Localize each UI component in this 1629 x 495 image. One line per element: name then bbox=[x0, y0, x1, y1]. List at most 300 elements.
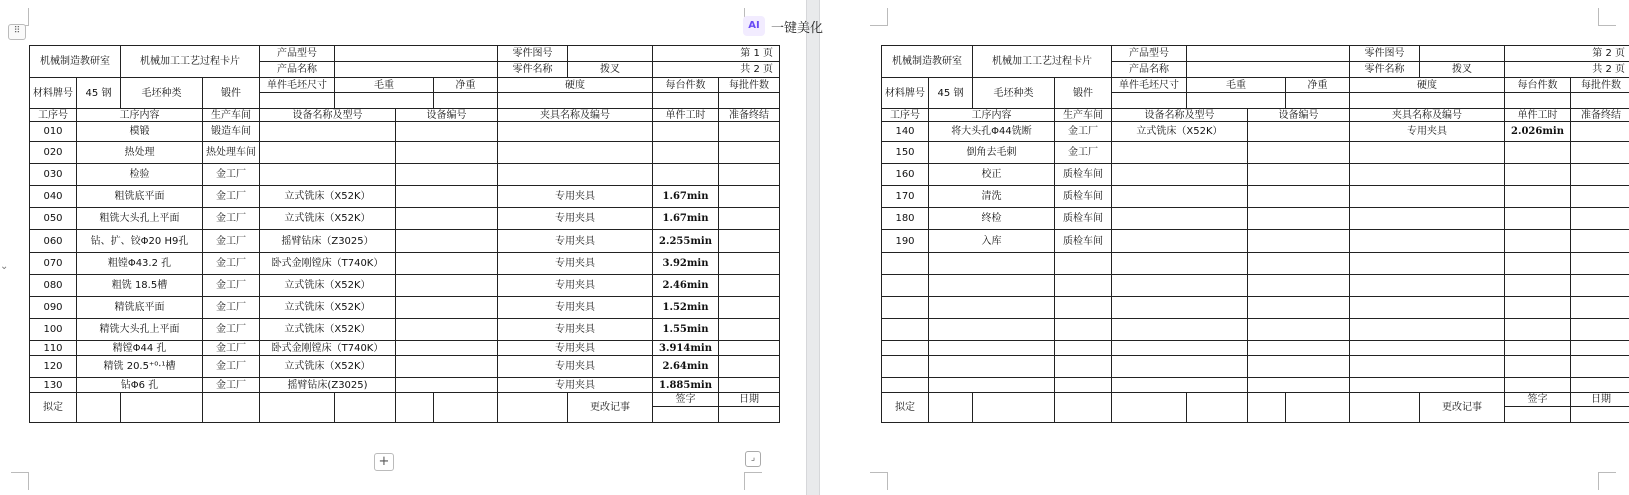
workshop-header[interactable]: 生产车间 bbox=[203, 109, 260, 122]
hardness-value[interactable] bbox=[498, 93, 653, 109]
prep-time-cell[interactable] bbox=[719, 164, 780, 186]
unit-time-cell[interactable] bbox=[1505, 275, 1571, 297]
workshop-cell[interactable]: 金工厂 bbox=[203, 341, 260, 356]
op-content-cell[interactable]: 钻、扩、铰Φ20 H9孔 bbox=[77, 230, 203, 253]
blank-size-label[interactable]: 单件毛坯尺寸 bbox=[1112, 78, 1187, 93]
fixture-cell[interactable]: 专用夹具 bbox=[498, 297, 653, 319]
signature-blank-cell[interactable] bbox=[77, 393, 121, 423]
per-batch-value[interactable] bbox=[1571, 93, 1629, 109]
gross-weight-label[interactable]: 毛重 bbox=[335, 78, 434, 93]
op-content-cell[interactable]: 检验 bbox=[77, 164, 203, 186]
fixture-cell[interactable] bbox=[498, 142, 653, 164]
unit-time-cell[interactable]: 1.55min bbox=[653, 319, 719, 341]
equipment-no-cell[interactable] bbox=[1248, 253, 1350, 275]
workshop-cell[interactable]: 金工厂 bbox=[1055, 122, 1112, 142]
equipment-no-cell[interactable] bbox=[396, 297, 498, 319]
equipment-cell[interactable] bbox=[1112, 253, 1248, 275]
op-content-cell[interactable]: 精铣底平面 bbox=[77, 297, 203, 319]
signature-blank-cell[interactable] bbox=[1350, 393, 1420, 423]
op-no-cell[interactable] bbox=[882, 275, 929, 297]
fixture-cell[interactable] bbox=[1350, 230, 1505, 253]
signature-label[interactable]: 签字 bbox=[1505, 393, 1571, 407]
drafted-label[interactable]: 拟定 bbox=[882, 393, 929, 423]
product-name-value[interactable] bbox=[335, 62, 498, 78]
fixture-cell[interactable]: 专用夹具 bbox=[498, 378, 653, 393]
equipment-cell[interactable] bbox=[260, 164, 396, 186]
prep-time-cell[interactable] bbox=[719, 319, 780, 341]
unit-time-header[interactable]: 单件工时 bbox=[1505, 109, 1571, 122]
blank-size-value[interactable] bbox=[260, 93, 335, 109]
op-no-cell[interactable] bbox=[882, 297, 929, 319]
signature-blank-cell[interactable] bbox=[1286, 393, 1350, 423]
fixture-cell[interactable] bbox=[1350, 356, 1505, 378]
op-content-cell[interactable]: 精铣 20.5⁺⁰⋅¹槽 bbox=[77, 356, 203, 378]
prep-time-cell[interactable] bbox=[719, 356, 780, 378]
net-weight-value[interactable] bbox=[1286, 93, 1350, 109]
prep-time-cell[interactable] bbox=[1571, 230, 1629, 253]
signature-blank-cell[interactable] bbox=[929, 393, 973, 423]
blank-kind-label[interactable]: 毛坯种类 bbox=[121, 78, 203, 109]
equipment-cell[interactable]: 摇臂钻床(Z3025) bbox=[260, 378, 396, 393]
equipment-no-header[interactable]: 设备编号 bbox=[396, 109, 498, 122]
op-content-cell[interactable]: 入库 bbox=[929, 230, 1055, 253]
op-no-cell[interactable]: 040 bbox=[30, 186, 77, 208]
workshop-cell[interactable]: 金工厂 bbox=[203, 164, 260, 186]
prep-time-cell[interactable] bbox=[1571, 378, 1629, 393]
workshop-cell[interactable]: 质检车间 bbox=[1055, 164, 1112, 186]
fixture-cell[interactable]: 专用夹具 bbox=[1350, 122, 1505, 142]
per-unit-value[interactable] bbox=[1505, 93, 1571, 109]
equipment-no-cell[interactable] bbox=[396, 356, 498, 378]
net-weight-label[interactable]: 净重 bbox=[434, 78, 498, 93]
op-content-cell[interactable]: 倒角去毛刺 bbox=[929, 142, 1055, 164]
op-content-cell[interactable] bbox=[929, 253, 1055, 275]
equipment-no-header[interactable]: 设备编号 bbox=[1248, 109, 1350, 122]
workshop-cell[interactable] bbox=[1055, 356, 1112, 378]
op-no-cell[interactable]: 170 bbox=[882, 186, 929, 208]
product-name-label[interactable]: 产品名称 bbox=[260, 62, 335, 78]
per-batch-value[interactable] bbox=[719, 93, 780, 109]
equipment-cell[interactable] bbox=[260, 142, 396, 164]
op-no-cell[interactable] bbox=[882, 253, 929, 275]
prep-time-cell[interactable] bbox=[719, 253, 780, 275]
unit-time-cell[interactable]: 2.46min bbox=[653, 275, 719, 297]
per-unit-value[interactable] bbox=[653, 93, 719, 109]
op-content-cell[interactable]: 精镗Φ44 孔 bbox=[77, 341, 203, 356]
net-weight-label[interactable]: 净重 bbox=[1286, 78, 1350, 93]
unit-time-cell[interactable] bbox=[1505, 142, 1571, 164]
fixture-cell[interactable]: 专用夹具 bbox=[498, 253, 653, 275]
signature-blank-cell[interactable] bbox=[498, 393, 568, 423]
prep-time-cell[interactable] bbox=[719, 186, 780, 208]
equipment-no-cell[interactable] bbox=[1248, 122, 1350, 142]
op-content-cell[interactable]: 清洗 bbox=[929, 186, 1055, 208]
signature-blank-cell[interactable] bbox=[260, 393, 335, 423]
prep-time-cell[interactable] bbox=[1571, 253, 1629, 275]
op-content-cell[interactable]: 热处理 bbox=[77, 142, 203, 164]
workshop-cell[interactable] bbox=[1055, 378, 1112, 393]
signature-blank-cell[interactable] bbox=[973, 393, 1055, 423]
op-no-cell[interactable]: 110 bbox=[30, 341, 77, 356]
card-title-cell[interactable]: 机械加工工艺过程卡片 bbox=[973, 46, 1112, 78]
unit-time-cell[interactable] bbox=[1505, 208, 1571, 230]
fixture-cell[interactable] bbox=[498, 122, 653, 142]
institution-cell[interactable]: 机械制造教研室 bbox=[882, 46, 973, 78]
workshop-cell[interactable]: 金工厂 bbox=[203, 230, 260, 253]
workshop-cell[interactable]: 质检车间 bbox=[1055, 186, 1112, 208]
fixture-cell[interactable] bbox=[1350, 297, 1505, 319]
op-content-cell[interactable]: 钻Φ6 孔 bbox=[77, 378, 203, 393]
part-no-label[interactable]: 零件图号 bbox=[1350, 46, 1420, 62]
gross-weight-value[interactable] bbox=[1187, 93, 1286, 109]
prep-time-cell[interactable] bbox=[719, 142, 780, 164]
equipment-cell[interactable] bbox=[1112, 297, 1248, 319]
product-name-label[interactable]: 产品名称 bbox=[1112, 62, 1187, 78]
equipment-cell[interactable]: 立式铣床（X52K） bbox=[1112, 122, 1248, 142]
material-value[interactable]: 45 钢 bbox=[929, 78, 973, 109]
op-no-cell[interactable]: 030 bbox=[30, 164, 77, 186]
page-total-cell[interactable]: 共 2 页 bbox=[1505, 62, 1629, 78]
signature-label[interactable]: 签字 bbox=[653, 393, 719, 407]
product-model-value[interactable] bbox=[335, 46, 498, 62]
equipment-no-cell[interactable] bbox=[396, 186, 498, 208]
date-value[interactable] bbox=[1571, 407, 1629, 423]
op-content-cell[interactable]: 粗铣 18.5槽 bbox=[77, 275, 203, 297]
op-content-cell[interactable]: 校正 bbox=[929, 164, 1055, 186]
op-content-cell[interactable] bbox=[929, 378, 1055, 393]
fixture-cell[interactable]: 专用夹具 bbox=[498, 341, 653, 356]
signature-blank-cell[interactable] bbox=[396, 393, 434, 423]
date-label[interactable]: 日期 bbox=[1571, 393, 1629, 407]
op-content-cell[interactable]: 模锻 bbox=[77, 122, 203, 142]
unit-time-cell[interactable]: 3.92min bbox=[653, 253, 719, 275]
part-no-value[interactable] bbox=[568, 46, 653, 62]
op-no-cell[interactable]: 160 bbox=[882, 164, 929, 186]
equipment-cell[interactable] bbox=[1112, 378, 1248, 393]
equipment-no-cell[interactable] bbox=[396, 319, 498, 341]
equipment-cell[interactable] bbox=[1112, 356, 1248, 378]
change-record-label[interactable]: 更改记事 bbox=[1420, 393, 1505, 423]
hardness-label[interactable]: 硬度 bbox=[498, 78, 653, 93]
hardness-value[interactable] bbox=[1350, 93, 1505, 109]
equipment-cell[interactable] bbox=[1112, 275, 1248, 297]
unit-time-cell[interactable] bbox=[1505, 253, 1571, 275]
equipment-no-cell[interactable] bbox=[1248, 142, 1350, 164]
unit-time-cell[interactable] bbox=[653, 164, 719, 186]
prep-time-cell[interactable] bbox=[1571, 297, 1629, 319]
unit-time-cell[interactable] bbox=[653, 142, 719, 164]
op-content-cell[interactable] bbox=[929, 356, 1055, 378]
unit-time-cell[interactable]: 2.255min bbox=[653, 230, 719, 253]
equipment-cell[interactable] bbox=[1112, 208, 1248, 230]
part-name-value[interactable]: 拨叉 bbox=[1420, 62, 1505, 78]
workshop-cell[interactable] bbox=[1055, 253, 1112, 275]
part-name-label[interactable]: 零件名称 bbox=[498, 62, 568, 78]
part-no-value[interactable] bbox=[1420, 46, 1505, 62]
prep-time-cell[interactable] bbox=[1571, 186, 1629, 208]
blank-kind-value[interactable]: 锻件 bbox=[1055, 78, 1112, 109]
op-no-cell[interactable] bbox=[882, 356, 929, 378]
fixture-cell[interactable] bbox=[1350, 186, 1505, 208]
date-label[interactable]: 日期 bbox=[719, 393, 780, 407]
workshop-cell[interactable]: 质检车间 bbox=[1055, 230, 1112, 253]
equipment-no-cell[interactable] bbox=[396, 208, 498, 230]
fixture-header[interactable]: 夹具名称及编号 bbox=[1350, 109, 1505, 122]
fixture-cell[interactable] bbox=[498, 164, 653, 186]
fixture-cell[interactable] bbox=[1350, 319, 1505, 341]
op-no-cell[interactable]: 190 bbox=[882, 230, 929, 253]
material-label[interactable]: 材料牌号 bbox=[30, 78, 77, 109]
unit-time-cell[interactable] bbox=[1505, 341, 1571, 356]
equipment-no-cell[interactable] bbox=[1248, 230, 1350, 253]
part-no-label[interactable]: 零件图号 bbox=[498, 46, 568, 62]
page-no-cell[interactable]: 第 1 页 bbox=[653, 46, 780, 62]
unit-time-cell[interactable] bbox=[1505, 319, 1571, 341]
equipment-no-cell[interactable] bbox=[1248, 297, 1350, 319]
product-model-value[interactable] bbox=[1187, 46, 1350, 62]
date-value[interactable] bbox=[719, 407, 780, 423]
prep-time-cell[interactable] bbox=[719, 122, 780, 142]
unit-time-cell[interactable] bbox=[1505, 356, 1571, 378]
per-unit-label[interactable]: 每台件数 bbox=[653, 78, 719, 93]
equipment-no-cell[interactable] bbox=[396, 122, 498, 142]
material-value[interactable]: 45 钢 bbox=[77, 78, 121, 109]
prep-time-cell[interactable] bbox=[1571, 356, 1629, 378]
equipment-header[interactable]: 设备名称及型号 bbox=[260, 109, 396, 122]
material-label[interactable]: 材料牌号 bbox=[882, 78, 929, 109]
unit-time-cell[interactable]: 1.52min bbox=[653, 297, 719, 319]
workshop-cell[interactable] bbox=[1055, 341, 1112, 356]
prep-time-cell[interactable] bbox=[719, 208, 780, 230]
equipment-cell[interactable]: 立式铣床（X52K） bbox=[260, 275, 396, 297]
workshop-cell[interactable] bbox=[1055, 297, 1112, 319]
op-content-cell[interactable] bbox=[929, 275, 1055, 297]
equipment-no-cell[interactable] bbox=[1248, 208, 1350, 230]
fixture-cell[interactable] bbox=[1350, 142, 1505, 164]
equipment-no-cell[interactable] bbox=[1248, 378, 1350, 393]
op-no-cell[interactable]: 120 bbox=[30, 356, 77, 378]
unit-time-cell[interactable]: 3.914min bbox=[653, 341, 719, 356]
op-content-cell[interactable] bbox=[929, 297, 1055, 319]
signature-value[interactable] bbox=[653, 407, 719, 423]
op-content-cell[interactable] bbox=[929, 341, 1055, 356]
table-move-handle[interactable]: ⠿ bbox=[8, 24, 26, 40]
part-name-value[interactable]: 拨叉 bbox=[568, 62, 653, 78]
change-record-label[interactable]: 更改记事 bbox=[568, 393, 653, 423]
workshop-cell[interactable]: 金工厂 bbox=[203, 319, 260, 341]
op-no-cell[interactable]: 090 bbox=[30, 297, 77, 319]
equipment-no-cell[interactable] bbox=[396, 164, 498, 186]
hardness-label[interactable]: 硬度 bbox=[1350, 78, 1505, 93]
collapse-chevron-icon[interactable]: ⌄ bbox=[0, 261, 9, 272]
equipment-no-cell[interactable] bbox=[396, 341, 498, 356]
prep-time-cell[interactable] bbox=[1571, 341, 1629, 356]
equipment-cell[interactable] bbox=[260, 122, 396, 142]
drafted-label[interactable]: 拟定 bbox=[30, 393, 77, 423]
blank-size-label[interactable]: 单件毛坯尺寸 bbox=[260, 78, 335, 93]
ai-beautify-button[interactable] bbox=[743, 15, 823, 37]
op-content-cell[interactable] bbox=[929, 319, 1055, 341]
per-batch-label[interactable]: 每批件数 bbox=[1571, 78, 1629, 93]
workshop-cell[interactable]: 质检车间 bbox=[1055, 208, 1112, 230]
op-content-cell[interactable]: 精铣大头孔上平面 bbox=[77, 319, 203, 341]
page-total-cell[interactable]: 共 2 页 bbox=[653, 62, 780, 78]
equipment-no-cell[interactable] bbox=[1248, 186, 1350, 208]
workshop-cell[interactable] bbox=[1055, 319, 1112, 341]
equipment-no-cell[interactable] bbox=[396, 378, 498, 393]
equipment-cell[interactable] bbox=[1112, 230, 1248, 253]
workshop-cell[interactable]: 金工厂 bbox=[203, 356, 260, 378]
equipment-no-cell[interactable] bbox=[1248, 275, 1350, 297]
unit-time-cell[interactable]: 1.67min bbox=[653, 186, 719, 208]
equipment-cell[interactable] bbox=[1112, 142, 1248, 164]
equipment-cell[interactable]: 摇臂钻床（Z3025） bbox=[260, 230, 396, 253]
prep-time-cell[interactable] bbox=[719, 297, 780, 319]
workshop-cell[interactable]: 金工厂 bbox=[203, 208, 260, 230]
equipment-no-cell[interactable] bbox=[1248, 164, 1350, 186]
fixture-cell[interactable] bbox=[1350, 164, 1505, 186]
prep-time-cell[interactable] bbox=[1571, 275, 1629, 297]
equipment-cell[interactable]: 立式铣床（X52K） bbox=[260, 297, 396, 319]
per-batch-label[interactable]: 每批件数 bbox=[719, 78, 780, 93]
op-no-cell[interactable] bbox=[882, 378, 929, 393]
op-no-cell[interactable]: 060 bbox=[30, 230, 77, 253]
card-title-cell[interactable]: 机械加工工艺过程卡片 bbox=[121, 46, 260, 78]
product-model-label[interactable]: 产品型号 bbox=[1112, 46, 1187, 62]
equipment-cell[interactable] bbox=[1112, 186, 1248, 208]
signature-blank-cell[interactable] bbox=[434, 393, 498, 423]
signature-blank-cell[interactable] bbox=[121, 393, 203, 423]
op-no-cell[interactable]: 080 bbox=[30, 275, 77, 297]
fixture-cell[interactable]: 专用夹具 bbox=[498, 275, 653, 297]
table-resize-icon[interactable]: ⌟ bbox=[745, 451, 761, 467]
fixture-cell[interactable] bbox=[1350, 208, 1505, 230]
per-unit-label[interactable]: 每台件数 bbox=[1505, 78, 1571, 93]
op-content-cell[interactable]: 粗铣底平面 bbox=[77, 186, 203, 208]
equipment-no-cell[interactable] bbox=[396, 230, 498, 253]
op-no-cell[interactable] bbox=[882, 341, 929, 356]
page-no-cell[interactable]: 第 2 页 bbox=[1505, 46, 1629, 62]
workshop-cell[interactable] bbox=[1055, 275, 1112, 297]
prep-time-header[interactable]: 准备终结 bbox=[1571, 109, 1629, 122]
prep-time-cell[interactable] bbox=[1571, 122, 1629, 142]
gross-weight-value[interactable] bbox=[335, 93, 434, 109]
fixture-cell[interactable] bbox=[1350, 341, 1505, 356]
unit-time-cell[interactable] bbox=[1505, 164, 1571, 186]
equipment-no-cell[interactable] bbox=[1248, 319, 1350, 341]
product-model-label[interactable]: 产品型号 bbox=[260, 46, 335, 62]
blank-kind-value[interactable]: 锻件 bbox=[203, 78, 260, 109]
op-content-cell[interactable]: 将大头孔Φ44铣断 bbox=[929, 122, 1055, 142]
add-row-button[interactable]: + bbox=[374, 453, 394, 471]
equipment-cell[interactable]: 卧式金刚镗床（T740K） bbox=[260, 253, 396, 275]
op-no-header[interactable]: 工序号 bbox=[30, 109, 77, 122]
unit-time-cell[interactable]: 2.64min bbox=[653, 356, 719, 378]
op-no-cell[interactable]: 020 bbox=[30, 142, 77, 164]
unit-time-cell[interactable]: 1.67min bbox=[653, 208, 719, 230]
workshop-cell[interactable]: 金工厂 bbox=[203, 186, 260, 208]
equipment-no-cell[interactable] bbox=[396, 253, 498, 275]
op-no-cell[interactable] bbox=[882, 319, 929, 341]
op-content-cell[interactable]: 终检 bbox=[929, 208, 1055, 230]
signature-blank-cell[interactable] bbox=[1248, 393, 1286, 423]
op-content-cell[interactable]: 粗铣大头孔上平面 bbox=[77, 208, 203, 230]
fixture-cell[interactable] bbox=[1350, 378, 1505, 393]
prep-time-cell[interactable] bbox=[1571, 142, 1629, 164]
fixture-header[interactable]: 夹具名称及编号 bbox=[498, 109, 653, 122]
equipment-no-cell[interactable] bbox=[396, 142, 498, 164]
unit-time-cell[interactable] bbox=[1505, 297, 1571, 319]
prep-time-header[interactable]: 准备终结 bbox=[719, 109, 780, 122]
op-no-cell[interactable]: 140 bbox=[882, 122, 929, 142]
workshop-cell[interactable]: 金工厂 bbox=[203, 253, 260, 275]
workshop-header[interactable]: 生产车间 bbox=[1055, 109, 1112, 122]
blank-kind-label[interactable]: 毛坯种类 bbox=[973, 78, 1055, 109]
prep-time-cell[interactable] bbox=[1571, 208, 1629, 230]
unit-time-cell[interactable] bbox=[1505, 378, 1571, 393]
workshop-cell[interactable]: 金工厂 bbox=[203, 275, 260, 297]
signature-blank-cell[interactable] bbox=[203, 393, 260, 423]
blank-size-value[interactable] bbox=[1112, 93, 1187, 109]
signature-blank-cell[interactable] bbox=[335, 393, 396, 423]
op-no-cell[interactable]: 130 bbox=[30, 378, 77, 393]
unit-time-header[interactable]: 单件工时 bbox=[653, 109, 719, 122]
unit-time-cell[interactable] bbox=[1505, 186, 1571, 208]
equipment-cell[interactable] bbox=[1112, 164, 1248, 186]
part-name-label[interactable]: 零件名称 bbox=[1350, 62, 1420, 78]
op-no-header[interactable]: 工序号 bbox=[882, 109, 929, 122]
equipment-cell[interactable]: 立式铣床（X52K） bbox=[260, 356, 396, 378]
equipment-cell[interactable]: 立式铣床（X52K） bbox=[260, 208, 396, 230]
product-name-value[interactable] bbox=[1187, 62, 1350, 78]
signature-blank-cell[interactable] bbox=[1055, 393, 1112, 423]
op-no-cell[interactable]: 070 bbox=[30, 253, 77, 275]
op-no-cell[interactable]: 100 bbox=[30, 319, 77, 341]
fixture-cell[interactable]: 专用夹具 bbox=[498, 356, 653, 378]
fixture-cell[interactable] bbox=[1350, 253, 1505, 275]
prep-time-cell[interactable] bbox=[719, 341, 780, 356]
prep-time-cell[interactable] bbox=[1571, 164, 1629, 186]
signature-value[interactable] bbox=[1505, 407, 1571, 423]
workshop-cell[interactable]: 金工厂 bbox=[1055, 142, 1112, 164]
op-no-cell[interactable]: 150 bbox=[882, 142, 929, 164]
workshop-cell[interactable]: 热处理车间 bbox=[203, 142, 260, 164]
equipment-cell[interactable]: 立式铣床（X52K） bbox=[260, 319, 396, 341]
gross-weight-label[interactable]: 毛重 bbox=[1187, 78, 1286, 93]
op-no-cell[interactable]: 010 bbox=[30, 122, 77, 142]
op-content-header[interactable]: 工序内容 bbox=[77, 109, 203, 122]
unit-time-cell[interactable]: 2.026min bbox=[1505, 122, 1571, 142]
op-content-header[interactable]: 工序内容 bbox=[929, 109, 1055, 122]
signature-blank-cell[interactable] bbox=[1112, 393, 1187, 423]
signature-blank-cell[interactable] bbox=[1187, 393, 1248, 423]
fixture-cell[interactable]: 专用夹具 bbox=[498, 230, 653, 253]
prep-time-cell[interactable] bbox=[1571, 319, 1629, 341]
fixture-cell[interactable] bbox=[1350, 275, 1505, 297]
workshop-cell[interactable]: 金工厂 bbox=[203, 378, 260, 393]
fixture-cell[interactable]: 专用夹具 bbox=[498, 186, 653, 208]
equipment-cell[interactable]: 卧式金刚镗床（T740K） bbox=[260, 341, 396, 356]
unit-time-cell[interactable] bbox=[653, 122, 719, 142]
prep-time-cell[interactable] bbox=[719, 378, 780, 393]
workshop-cell[interactable]: 锻造车间 bbox=[203, 122, 260, 142]
workshop-cell[interactable]: 金工厂 bbox=[203, 297, 260, 319]
equipment-no-cell[interactable] bbox=[1248, 341, 1350, 356]
unit-time-cell[interactable]: 1.885min bbox=[653, 378, 719, 393]
equipment-header[interactable]: 设备名称及型号 bbox=[1112, 109, 1248, 122]
institution-cell[interactable]: 机械制造教研室 bbox=[30, 46, 121, 78]
equipment-no-cell[interactable] bbox=[1248, 356, 1350, 378]
